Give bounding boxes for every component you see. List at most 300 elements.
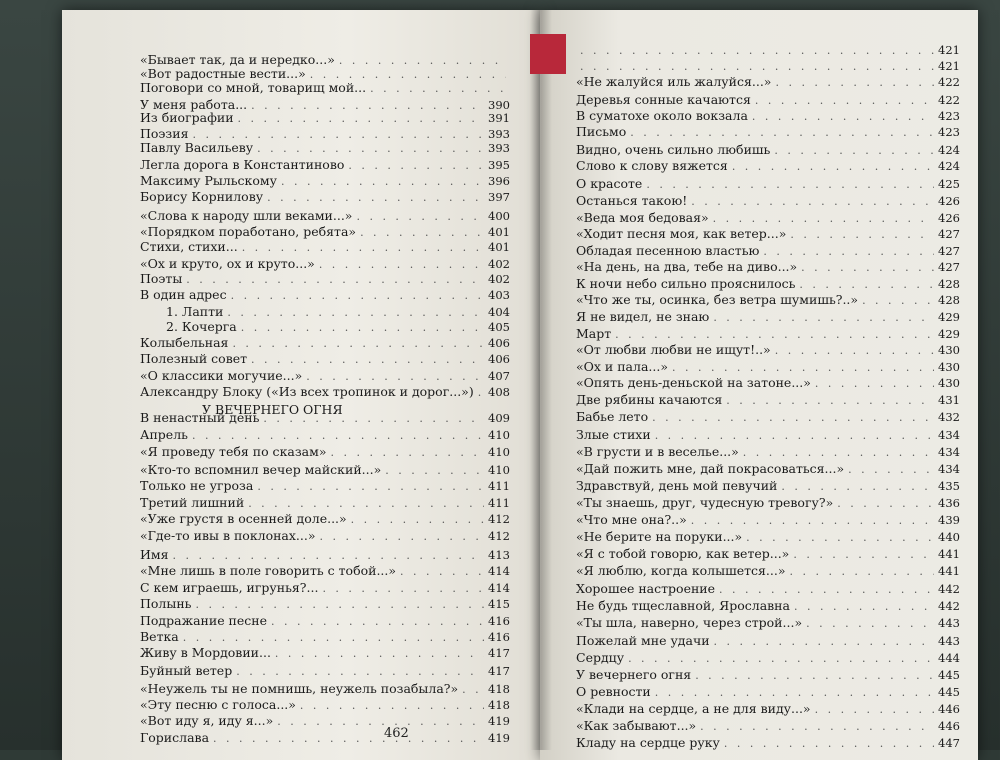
toc-entry-page: 428	[938, 277, 960, 291]
toc-entry-title: Павлу Васильеву	[140, 140, 254, 155]
dot-leader	[257, 141, 484, 156]
toc-entry-page: 431	[938, 393, 960, 407]
dot-leader	[580, 43, 934, 58]
toc-entry-title: Стихи, стихи...	[140, 239, 238, 254]
toc-entry-title: Обладая песенною властью	[576, 243, 760, 258]
toc-entry	[576, 92, 960, 108]
dot-leader	[241, 320, 484, 335]
toc-entry	[576, 546, 960, 562]
dot-leader	[370, 81, 506, 96]
dot-leader	[173, 548, 485, 563]
toc-entry	[576, 124, 960, 140]
toc-entry-page: 418	[488, 698, 510, 712]
dot-leader	[700, 719, 934, 734]
dot-leader	[815, 702, 934, 717]
dot-leader	[271, 614, 484, 629]
toc-entry-title: «Кто-то вспомнил вечер майский...»	[140, 462, 382, 477]
toc-entry-page: 440	[938, 530, 960, 544]
toc-entry-title: «Дай пожить мне, дай покрасоваться...»	[576, 461, 845, 476]
toc-entry-page: 428	[938, 293, 960, 307]
toc-entry	[140, 478, 510, 494]
toc-entry-title: «Веда моя бедовая»	[576, 210, 709, 225]
toc-entry	[576, 158, 960, 174]
toc-entry-page: 401	[488, 240, 510, 254]
dot-leader	[743, 445, 934, 460]
toc-entry	[576, 59, 960, 74]
dot-leader	[752, 109, 934, 124]
dot-leader	[763, 244, 934, 259]
dot-leader	[322, 581, 484, 596]
toc-entry-page: 406	[488, 336, 510, 350]
toc-entry-page: 422	[938, 75, 960, 89]
toc-entry-title: Я не видел, не знаю	[576, 309, 710, 324]
dot-leader	[281, 174, 484, 189]
toc-entry	[576, 667, 960, 683]
toc-entry-title: Бабье лето	[576, 409, 649, 424]
dot-leader	[615, 327, 934, 342]
dot-leader	[732, 159, 934, 174]
dot-leader	[238, 111, 485, 126]
toc-entry	[140, 335, 510, 351]
toc-entry-title: «Эту песню с голоса...»	[140, 697, 296, 712]
toc-entry-title: «Ох и круто, ох и круто...»	[140, 256, 315, 271]
dot-leader	[719, 582, 934, 597]
toc-entry	[576, 495, 960, 511]
toc-entry-page: 441	[938, 564, 960, 578]
toc-entry	[140, 629, 510, 645]
toc-entry	[576, 427, 960, 443]
toc-entry-title: Кладу на сердце руку	[576, 735, 720, 750]
toc-entry-page: 414	[488, 564, 510, 578]
toc-entry-title: «Бывает так, да и нередко...»	[140, 52, 335, 67]
toc-entry	[140, 189, 510, 205]
toc-entry-title: «Я с тобой говорю, как ветер...»	[576, 546, 790, 561]
toc-entry	[576, 359, 960, 375]
dot-leader	[242, 240, 484, 255]
toc-entry-title: «Вот иду я, иду я...»	[140, 713, 274, 728]
toc-entry-title: «Слова к народу шли веками...»	[140, 208, 353, 223]
toc-entry	[140, 528, 510, 544]
dot-leader	[672, 360, 934, 375]
toc-entry-title: Ветка	[140, 629, 179, 644]
toc-entry-title: «Ты шла, наверно, через строй...»	[576, 615, 803, 630]
dot-leader	[806, 616, 934, 631]
toc-entry	[140, 208, 510, 224]
toc-entry	[140, 511, 510, 527]
toc-entry-page: 419	[488, 731, 510, 745]
dot-leader	[775, 343, 934, 358]
toc-entry-page: 393	[488, 141, 510, 155]
toc-entry-title: «Я проведу тебя по сказам»	[140, 444, 327, 459]
toc-entry	[576, 176, 960, 192]
toc-entry	[140, 368, 510, 384]
toc-entry	[140, 224, 510, 240]
dot-leader	[400, 564, 484, 579]
toc-entry-page: 421	[938, 59, 960, 73]
dot-leader	[478, 385, 484, 400]
dot-leader	[385, 463, 484, 478]
dot-leader	[781, 479, 934, 494]
toc-entry-title: «Ты знаешь, друг, чудесную тревогу?»	[576, 495, 834, 510]
toc-entry	[140, 645, 510, 661]
toc-entry-page: 443	[938, 616, 960, 630]
toc-entry	[576, 74, 960, 90]
dot-leader	[351, 512, 484, 527]
toc-entry-title: «От любви любви не ищут!..»	[576, 342, 771, 357]
toc-entry-page: 405	[488, 320, 510, 334]
toc-entry	[576, 326, 960, 342]
toc-entry-title: Не будь тщеславной, Ярославна	[576, 598, 790, 613]
toc-entry-page: 426	[938, 194, 960, 208]
toc-entry-page: 415	[488, 597, 510, 611]
dot-leader	[195, 597, 484, 612]
toc-entry-title: «Не берите на поруки...»	[576, 529, 743, 544]
toc-entry-title: 2. Кочерга	[166, 319, 237, 334]
dot-leader	[695, 668, 934, 683]
toc-entry-page: 410	[488, 463, 510, 477]
toc-entry	[576, 581, 960, 597]
toc-entry-title: Только не угроза	[140, 478, 254, 493]
dot-leader	[789, 564, 934, 579]
toc-entry-title: О красоте	[576, 176, 643, 191]
dot-leader	[356, 209, 484, 224]
toc-entry	[576, 563, 960, 579]
toc-entry-title: «Порядком поработано, ребята»	[140, 224, 357, 239]
toc-entry-title: «Ходит песня моя, как ветер...»	[576, 226, 787, 241]
dot-leader	[655, 428, 934, 443]
toc-entry-page: 412	[488, 529, 510, 543]
book-gutter	[530, 10, 552, 750]
toc-entry	[576, 478, 960, 494]
toc-entry-page: 413	[488, 548, 510, 562]
toc-entry	[140, 462, 510, 478]
toc-entry-title: К ночи небо сильно прояснилось	[576, 276, 796, 291]
toc-entry-page: 403	[488, 288, 510, 302]
toc-entry-title: Третий лишний	[140, 495, 245, 510]
toc-entry	[140, 495, 510, 511]
toc-entry-title: Колыбельная	[140, 335, 229, 350]
toc-entry-page: 434	[938, 462, 960, 476]
toc-entry	[576, 276, 960, 292]
toc-entry-title: Александру Блоку («Из всех тропинок и дорог...»)	[140, 384, 474, 399]
dot-leader	[320, 529, 485, 544]
toc-entry-title: «Неужель ты не помнишь, неужель позабыла?»	[140, 681, 459, 696]
toc-entry-page: 414	[488, 581, 510, 595]
dot-leader	[713, 211, 934, 226]
dot-leader	[790, 227, 934, 242]
toc-entry-page: 393	[488, 127, 510, 141]
toc-entry	[576, 633, 960, 649]
toc-entry-page: 418	[488, 682, 510, 696]
dot-leader	[248, 496, 484, 511]
toc-entry-page: 417	[488, 646, 510, 660]
dot-leader	[774, 143, 934, 158]
page-number: 462	[384, 726, 409, 741]
toc-entry-page: 409	[488, 411, 510, 425]
toc-entry-title: Максиму Рыльскому	[140, 173, 277, 188]
toc-entry	[576, 108, 960, 124]
toc-entry	[140, 563, 510, 579]
dot-leader	[227, 305, 484, 320]
toc-entry-page: 410	[488, 445, 510, 459]
toc-entry-title: Имя	[140, 547, 169, 562]
toc-entry-title: У меня работа...	[140, 97, 248, 112]
toc-entry-title: «Опять день-деньской на затоне...»	[576, 375, 811, 390]
toc-entry	[576, 615, 960, 631]
toc-entry-title: «Вот радостные вести...»	[140, 66, 306, 81]
toc-entry-page: 434	[938, 445, 960, 459]
toc-entry-page: 424	[938, 143, 960, 157]
dot-leader	[862, 293, 934, 308]
toc-entry-page: 421	[938, 43, 960, 57]
toc-entry	[576, 259, 960, 275]
toc-entry	[140, 713, 510, 729]
toc-entry-page: 402	[488, 257, 510, 271]
toc-entry-page: 401	[488, 225, 510, 239]
dot-leader	[231, 288, 484, 303]
toc-entry-page: 447	[938, 736, 960, 750]
dot-leader	[691, 194, 934, 209]
toc-entry-page: 444	[938, 651, 960, 665]
toc-entry	[140, 80, 510, 96]
toc-entry-page: 429	[938, 310, 960, 324]
toc-entry	[140, 730, 510, 746]
toc-entry	[140, 157, 510, 173]
toc-entry-title: Поговори со мной, товарищ мой...	[140, 80, 367, 95]
dot-leader	[837, 496, 934, 511]
toc-entry	[576, 718, 960, 734]
toc-entry	[140, 351, 510, 367]
toc-entry-page: 407	[488, 369, 510, 383]
toc-entry-title: С кем играешь, игрунья?...	[140, 580, 319, 595]
dot-leader	[724, 736, 934, 751]
toc-entry-title: Полезный совет	[140, 351, 248, 366]
toc-entry-page: 427	[938, 260, 960, 274]
toc-entry-page: 416	[488, 630, 510, 644]
toc-entry	[140, 596, 510, 612]
dot-leader	[580, 59, 934, 74]
dot-leader	[794, 599, 934, 614]
dot-leader	[183, 630, 484, 645]
toc-entry-title: Видно, очень сильно любишь	[576, 142, 771, 157]
toc-entry-title: Письмо	[576, 124, 627, 139]
toc-entry	[576, 193, 960, 209]
toc-entry-title: «Я люблю, когда колышется...»	[576, 563, 786, 578]
toc-entry-title: Сердцу	[576, 650, 625, 665]
toc-entry	[576, 650, 960, 666]
toc-entry-page: 422	[938, 93, 960, 107]
toc-entry-page: 423	[938, 109, 960, 123]
toc-entry-title: «О классики могучие...»	[140, 368, 303, 383]
toc-entry-page: 408	[488, 385, 510, 399]
toc-entry-title: Подражание песне	[140, 613, 268, 628]
toc-entry	[576, 409, 960, 425]
toc-entry-title: Легла дорога в Константиново	[140, 157, 345, 172]
toc-entry	[576, 735, 960, 751]
dot-leader	[236, 664, 484, 679]
toc-entry-title: У вечернего огня	[576, 667, 692, 682]
toc-entry-title: Горислава	[140, 730, 210, 745]
dot-leader	[232, 336, 484, 351]
toc-entry-page: 439	[938, 513, 960, 527]
toc-entry-page: 419	[488, 714, 510, 728]
toc-entry-page: 436	[938, 496, 960, 510]
toc-entry-title: «В грусти и в веселье...»	[576, 444, 739, 459]
dot-leader	[257, 479, 484, 494]
dot-leader	[755, 93, 934, 108]
toc-entry-page: 396	[488, 174, 510, 188]
toc-entry	[576, 243, 960, 259]
toc-entry-title: «Не жалуйся иль жалуйся...»	[576, 74, 772, 89]
toc-entry	[576, 598, 960, 614]
toc-entry-page: 391	[488, 111, 510, 125]
dot-leader	[319, 257, 484, 272]
toc-entry	[140, 681, 510, 697]
toc-entry-title: Из биографии	[140, 110, 234, 125]
toc-entry-page: 446	[938, 702, 960, 716]
section-title: У ВЕЧЕРНЕГО ОГНЯ	[202, 402, 343, 417]
dot-leader	[630, 125, 934, 140]
toc-entry-page: 445	[938, 668, 960, 682]
toc-entry	[140, 271, 510, 287]
toc-entry-title: Злые стихи	[576, 427, 651, 442]
toc-entry-page: 400	[488, 209, 510, 223]
dot-leader	[462, 682, 484, 697]
toc-entry-page: 426	[938, 211, 960, 225]
toc-entry-title: Деревья сонные качаются	[576, 92, 751, 107]
toc-entry	[576, 226, 960, 242]
toc-entry-title: Здравствуй, день мой певучий	[576, 478, 778, 493]
toc-entry	[576, 461, 960, 477]
toc-entry-title: Поэты	[140, 271, 183, 286]
toc-entry-page: 397	[488, 190, 510, 204]
toc-entry	[576, 342, 960, 358]
toc-entry-title: «Что же ты, осинка, без ветра шумишь?..»	[576, 292, 859, 307]
toc-entry-page: 442	[938, 582, 960, 596]
toc-entry-title: Останься такою!	[576, 193, 688, 208]
toc-entry-page: 435	[938, 479, 960, 493]
toc-entry-page: 442	[938, 599, 960, 613]
toc-entry-page: 424	[938, 159, 960, 173]
dot-leader	[713, 310, 934, 325]
toc-entry-title: «Мне лишь в поле говорить с тобой...»	[140, 563, 397, 578]
dot-leader	[691, 513, 934, 528]
toc-entry-title: 1. Лапти	[166, 304, 224, 319]
toc-entry-page: 427	[938, 244, 960, 258]
left-page	[62, 10, 540, 760]
toc-entry-title: Полынь	[140, 596, 192, 611]
toc-entry	[576, 444, 960, 460]
toc-entry-page: 445	[938, 685, 960, 699]
toc-entry	[576, 392, 960, 408]
toc-entry	[576, 309, 960, 325]
toc-entry	[140, 110, 510, 126]
dot-leader	[714, 634, 935, 649]
toc-entry-page: 430	[938, 360, 960, 374]
toc-entry	[166, 304, 510, 320]
toc-entry-title: Хорошее настроение	[576, 581, 716, 596]
toc-entry-page: 446	[938, 719, 960, 733]
dot-leader	[267, 190, 484, 205]
dot-leader	[330, 445, 484, 460]
dot-leader	[646, 177, 934, 192]
dot-leader	[746, 530, 934, 545]
dot-leader	[186, 272, 484, 287]
toc-entry-page: 432	[938, 410, 960, 424]
toc-entry	[140, 173, 510, 189]
toc-entry-page: 441	[938, 547, 960, 561]
toc-entry-title: «Где-то ивы в поклонах...»	[140, 528, 316, 543]
toc-entry-title: В ненастный день	[140, 410, 260, 425]
toc-entry	[140, 384, 510, 400]
toc-entry-page: 395	[488, 158, 510, 172]
dot-leader	[801, 260, 934, 275]
toc-entry-page: 429	[938, 327, 960, 341]
toc-entry	[140, 287, 510, 303]
toc-entry	[166, 319, 510, 335]
toc-entry	[140, 613, 510, 629]
dot-leader	[300, 698, 484, 713]
toc-entry-page: 425	[938, 177, 960, 191]
toc-entry-title: Пожелай мне удачи	[576, 633, 710, 648]
right-page	[540, 10, 978, 760]
dot-leader	[652, 410, 934, 425]
toc-entry	[140, 140, 510, 156]
dot-leader	[348, 158, 484, 173]
toc-entry-page: 402	[488, 272, 510, 286]
toc-entry-title: О ревности	[576, 684, 651, 699]
toc-entry-title: Две рябины качаются	[576, 392, 723, 407]
toc-entry-title: Борису Корнилову	[140, 189, 264, 204]
dot-leader	[848, 462, 934, 477]
toc-entry-page: 416	[488, 614, 510, 628]
toc-entry-page: 404	[488, 305, 510, 319]
dot-leader	[799, 277, 934, 292]
toc-entry-title: «Как забывают...»	[576, 718, 697, 733]
toc-entry	[576, 701, 960, 717]
toc-entry-title: Буйный ветер	[140, 663, 233, 678]
dot-leader	[251, 352, 484, 367]
toc-entry-page: 443	[938, 634, 960, 648]
toc-entry-page: 411	[488, 479, 510, 493]
dot-leader	[360, 225, 484, 240]
dot-leader	[628, 651, 934, 666]
dot-leader	[213, 731, 484, 746]
toc-entry-title: «Клади на сердце, а не для виду...»	[576, 701, 811, 716]
dot-leader	[815, 376, 934, 391]
toc-entry	[576, 292, 960, 308]
toc-entry	[140, 547, 510, 563]
toc-entry-page: 410	[488, 428, 510, 442]
toc-entry-title: «Уже грустя в осенней доле...»	[140, 511, 347, 526]
toc-entry-page: 417	[488, 664, 510, 678]
toc-entry-title: Март	[576, 326, 612, 341]
toc-entry	[576, 43, 960, 58]
dot-leader	[306, 369, 484, 384]
toc-entry	[140, 427, 510, 443]
toc-entry-page: 390	[488, 98, 510, 112]
toc-entry-page: 406	[488, 352, 510, 366]
toc-entry-title: Слово к слову вяжется	[576, 158, 728, 173]
bookmark-ribbon	[530, 34, 566, 74]
toc-entry-title: «Ох и пала...»	[576, 359, 668, 374]
dot-leader	[275, 646, 484, 661]
toc-entry-page: 427	[938, 227, 960, 241]
toc-entry-title: «Что мне она?..»	[576, 512, 687, 527]
toc-entry-page: 412	[488, 512, 510, 526]
toc-entry-page: 411	[488, 496, 510, 510]
toc-entry	[576, 529, 960, 545]
